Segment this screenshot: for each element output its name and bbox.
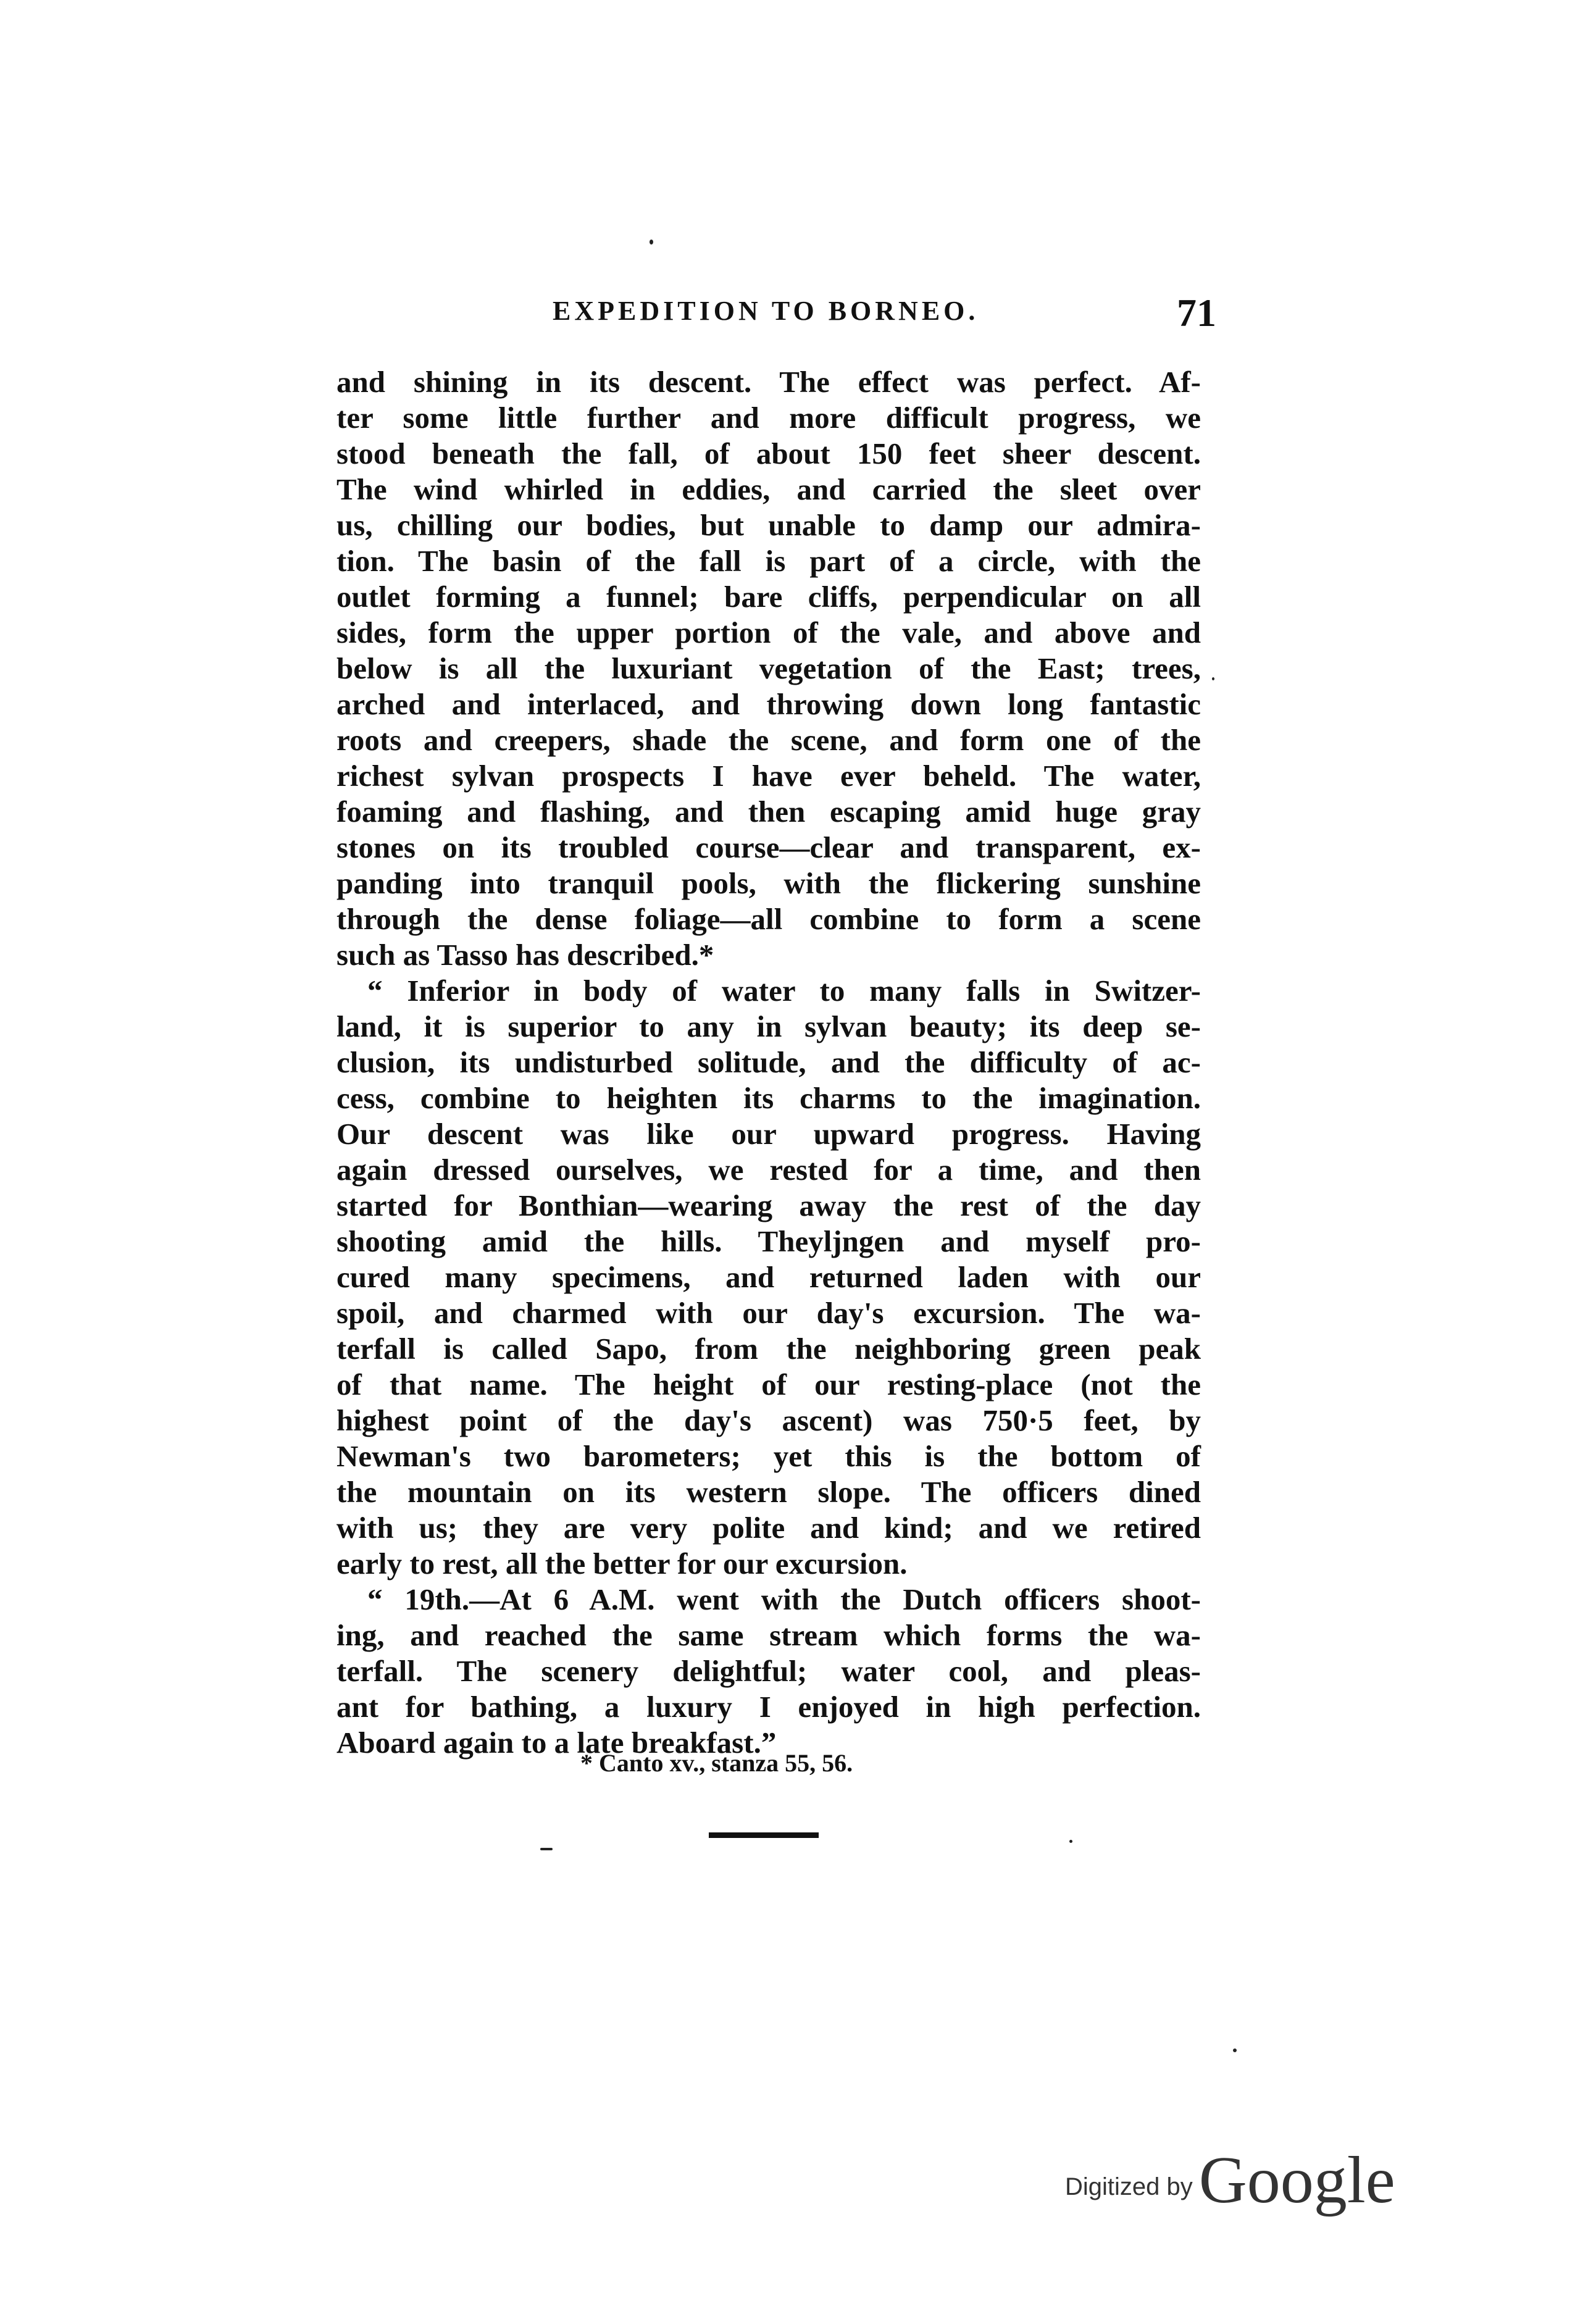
text-line: ant for bathing, a luxury I enjoyed in high perfection.: [336, 1690, 1201, 1724]
end-rule: [709, 1832, 819, 1838]
text-line: foaming and flashing, and then escaping amid huge gray: [336, 795, 1201, 829]
text-line: stones on its troubled course—clear and transparent, ex-: [336, 830, 1201, 864]
google-logo: Google: [1198, 2144, 1395, 2217]
text-line: ter some little further and more difficult progress, we: [336, 401, 1201, 435]
digitized-by-label: Digitized by: [1065, 2173, 1193, 2200]
text-line: “ Inferior in body of water to many falls in Switzer-: [367, 974, 1201, 1008]
text-line: and shining in its descent. The effect was perfect. Af-: [336, 365, 1201, 399]
text-line: roots and creepers, shade the scene, and form one of the: [336, 723, 1201, 757]
running-title: EXPEDITION TO BORNEO.: [553, 296, 979, 326]
scan-speck: [1233, 2048, 1237, 2052]
scan-speck: [1069, 1840, 1072, 1843]
text-line: terfall is called Sapo, from the neighboring green peak: [336, 1332, 1201, 1366]
text-line: sides, form the upper portion of the vale, and above and: [336, 616, 1201, 649]
text-line: The wind whirled in eddies, and carried the sleet over: [336, 472, 1201, 506]
text-line: outlet forming a funnel; bare cliffs, perpendicular on all: [336, 580, 1201, 614]
text-line: spoil, and charmed with our day's excursion. The wa-: [336, 1296, 1201, 1330]
text-line: highest point of the day's ascent) was 750·5 feet, by: [336, 1403, 1201, 1437]
text-line: Our descent was like our upward progress. Having: [336, 1117, 1201, 1151]
scan-speck: [540, 1848, 553, 1850]
text-line: richest sylvan prospects I have ever beheld. The water,: [336, 759, 1201, 793]
footnote: * Canto xv., stanza 55, 56.: [580, 1749, 853, 1777]
text-line: cess, combine to heighten its charms to the imagination.: [336, 1081, 1201, 1115]
text-line: terfall. The scenery delightful; water cool, and pleas-: [336, 1654, 1201, 1688]
text-line: land, it is superior to any in sylvan beauty; its deep se-: [336, 1009, 1201, 1043]
text-line: the mountain on its western slope. The officers dined: [336, 1475, 1201, 1509]
text-line: ing, and reached the same stream which forms the wa-: [336, 1618, 1201, 1652]
text-line: stood beneath the fall, of about 150 feet sheer descent.: [336, 436, 1201, 470]
text-line: tion. The basin of the fall is part of a circle, with the: [336, 544, 1201, 578]
text-line: below is all the luxuriant vegetation of the East; trees,: [336, 651, 1201, 685]
body-text: [336, 364, 1201, 1761]
text-line: arched and interlaced, and throwing down long fantastic: [336, 687, 1201, 721]
text-line: clusion, its undisturbed solitude, and the difficulty of ac-: [336, 1045, 1201, 1079]
text-line: panding into tranquil pools, with the flickering sunshine: [336, 866, 1201, 900]
text-line: such as Tasso has described.*: [336, 938, 714, 972]
scan-speck: [650, 240, 653, 244]
page-number: 71: [1177, 291, 1216, 335]
text-line: started for Bonthian—wearing away the rest of the day: [336, 1188, 1201, 1222]
google-watermark: [1065, 2142, 1395, 2219]
text-line: us, chilling our bodies, but unable to damp our admira-: [336, 508, 1201, 542]
running-head: [333, 290, 1216, 340]
text-line: with us; they are very polite and kind; and we retired: [336, 1511, 1201, 1545]
text-line: cured many specimens, and returned laden with our: [336, 1260, 1201, 1294]
text-line: Aboard again to a late breakfast.”: [336, 1726, 777, 1760]
text-line: through the dense foliage—all combine to form a scene: [336, 902, 1201, 936]
text-line: again dressed ourselves, we rested for a time, and then: [336, 1153, 1201, 1187]
scan-speck: [1212, 677, 1214, 680]
text-line: of that name. The height of our resting-place (not the: [336, 1368, 1201, 1401]
text-line: “ 19th.—At 6 A.M. went with the Dutch officers shoot-: [367, 1582, 1201, 1616]
text-line: Newman's two barometers; yet this is the bottom of: [336, 1439, 1201, 1473]
text-line: early to rest, all the better for our excursion.: [336, 1547, 908, 1581]
text-line: shooting amid the hills. Theyljngen and myself pro-: [336, 1224, 1201, 1258]
